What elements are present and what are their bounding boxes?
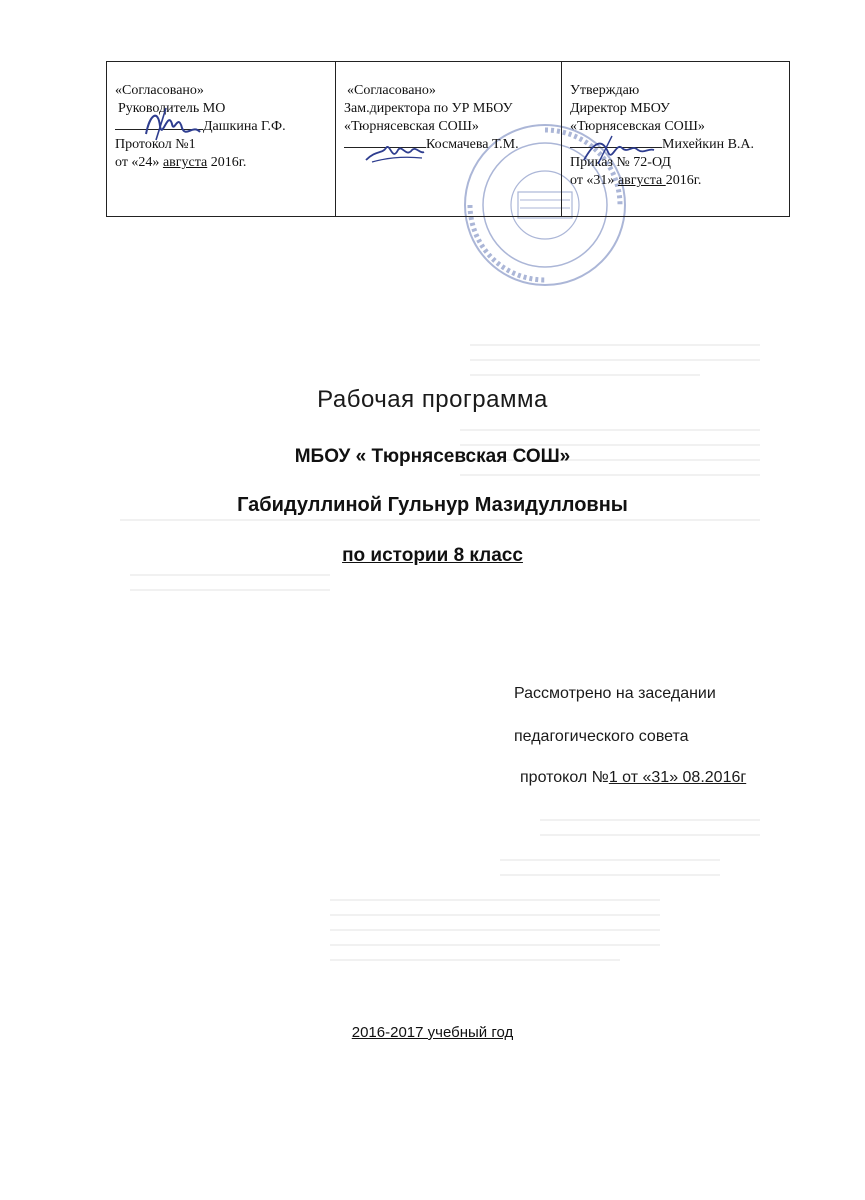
- approval-date-3: от «31» августа 2016г.: [570, 173, 702, 188]
- approver-position-1: Руководитель МО: [118, 101, 226, 116]
- academic-year: 2016-2017 учебный год: [351, 1024, 514, 1041]
- approver-name-2: Космачева Т.М.: [426, 137, 519, 152]
- approval-cell-deputy: [335, 62, 561, 216]
- organization-name: МБОУ « Тюрнясевская СОШ»: [294, 446, 571, 467]
- approver-position-2: Зам.директора по УР МБОУ: [344, 101, 513, 116]
- approver-name-1: Дашкина Г.Ф.: [203, 119, 286, 134]
- approval-date-1: от «24» августа 2016г.: [115, 155, 247, 170]
- approval-status-1: «Согласовано»: [115, 83, 204, 98]
- review-protocol: протокол №1 от «31» 08.2016г: [520, 769, 747, 786]
- signature-3: [578, 134, 658, 168]
- signature-2: [362, 140, 428, 166]
- school-name-2: «Тюрнясевская СОШ»: [344, 119, 479, 134]
- signature-1: [138, 104, 208, 146]
- subject-line: по истории 8 класс: [342, 545, 523, 566]
- approver-name-3: Михейкин В.А.: [662, 137, 755, 152]
- review-line-1: Рассмотрено на заседании: [514, 685, 716, 702]
- protocol-number-1: Протокол №1: [115, 137, 196, 152]
- approval-table: [106, 61, 790, 217]
- review-line-2: педагогического совета: [514, 728, 689, 745]
- approval-status-3: Утверждаю: [570, 83, 640, 98]
- approval-status-2: «Согласовано»: [347, 83, 436, 98]
- document-title: Рабочая программа: [317, 386, 548, 413]
- school-name-3: «Тюрнясевская СОШ»: [570, 119, 705, 134]
- teacher-name: Габидуллиной Гульнур Мазидулловны: [237, 494, 628, 516]
- approver-position-3: Директор МБОУ: [570, 101, 670, 116]
- order-number: Приказ № 72-ОД: [570, 155, 671, 170]
